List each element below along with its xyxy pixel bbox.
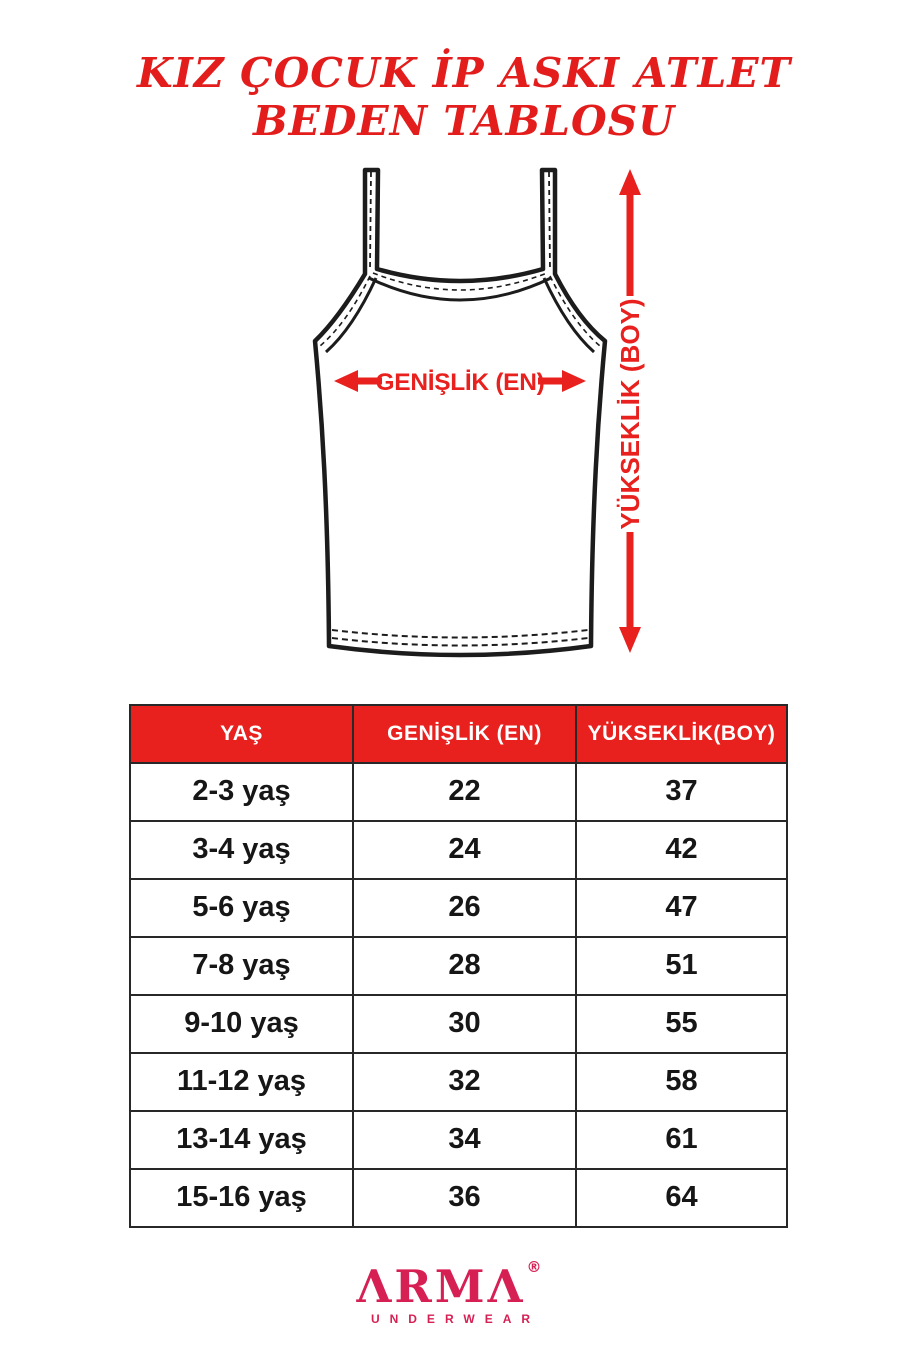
width-dimension-label: GENİŞLİK (EN)	[375, 368, 545, 396]
age-cell: 5-6 yaş	[130, 879, 353, 937]
age-cell: 7-8 yaş	[130, 937, 353, 995]
age-cell: 15-16 yaş	[130, 1169, 353, 1227]
width-cell: 32	[353, 1053, 576, 1111]
table-row	[130, 937, 787, 995]
width-cell: 24	[353, 821, 576, 879]
width-cell: 26	[353, 879, 576, 937]
table-row	[130, 1169, 787, 1227]
title-line-1: KIZ ÇOCUK İP ASKI ATLET	[136, 49, 792, 97]
size-table	[129, 704, 788, 1228]
garment-diagram	[0, 156, 900, 678]
table-row	[130, 879, 787, 937]
table-header-row	[130, 705, 787, 763]
page-title	[0, 0, 900, 146]
header-cell-width: GENİŞLİK (EN)	[353, 705, 576, 763]
height-cell: 64	[576, 1169, 787, 1227]
brand-name	[0, 1257, 900, 1313]
height-cell: 37	[576, 763, 787, 821]
height-dimension	[615, 169, 645, 653]
header-cell-age: YAŞ	[130, 705, 353, 763]
width-cell: 22	[353, 763, 576, 821]
table-row	[130, 1053, 787, 1111]
table-row	[130, 821, 787, 879]
title-line-2: BEDEN TABLOSU	[252, 96, 676, 145]
height-cell: 58	[576, 1053, 787, 1111]
height-cell: 47	[576, 879, 787, 937]
width-cell: 34	[353, 1111, 576, 1169]
height-cell: 55	[576, 995, 787, 1053]
age-cell: 9-10 yaş	[130, 995, 353, 1053]
height-cell: 42	[576, 821, 787, 879]
tank-top-outline	[315, 170, 605, 655]
tank-top-drawing	[270, 156, 670, 678]
brand-subtitle: UNDERWEAR	[370, 1311, 541, 1326]
brand-logo	[0, 1257, 900, 1326]
height-dimension-label: YÜKSEKLİK (BOY)	[615, 298, 645, 530]
width-cell: 28	[353, 937, 576, 995]
age-cell: 11-12 yaş	[130, 1053, 353, 1111]
height-cell: 61	[576, 1111, 787, 1169]
arrow-down-icon	[619, 627, 641, 653]
width-cell: 36	[353, 1169, 576, 1227]
table-row	[130, 1111, 787, 1169]
header-cell-height: YÜKSEKLİK(BOY)	[576, 705, 787, 763]
registered-mark-icon: ®	[526, 1257, 545, 1276]
age-cell: 13-14 yaş	[130, 1111, 353, 1169]
width-cell: 30	[353, 995, 576, 1053]
height-cell: 51	[576, 937, 787, 995]
age-cell: 3-4 yaş	[130, 821, 353, 879]
age-cell: 2-3 yaş	[130, 763, 353, 821]
table-row	[130, 763, 787, 821]
brand-wordmark: ΛRMΛ	[356, 1259, 526, 1313]
table-row	[130, 995, 787, 1053]
arrow-up-icon	[619, 169, 641, 195]
